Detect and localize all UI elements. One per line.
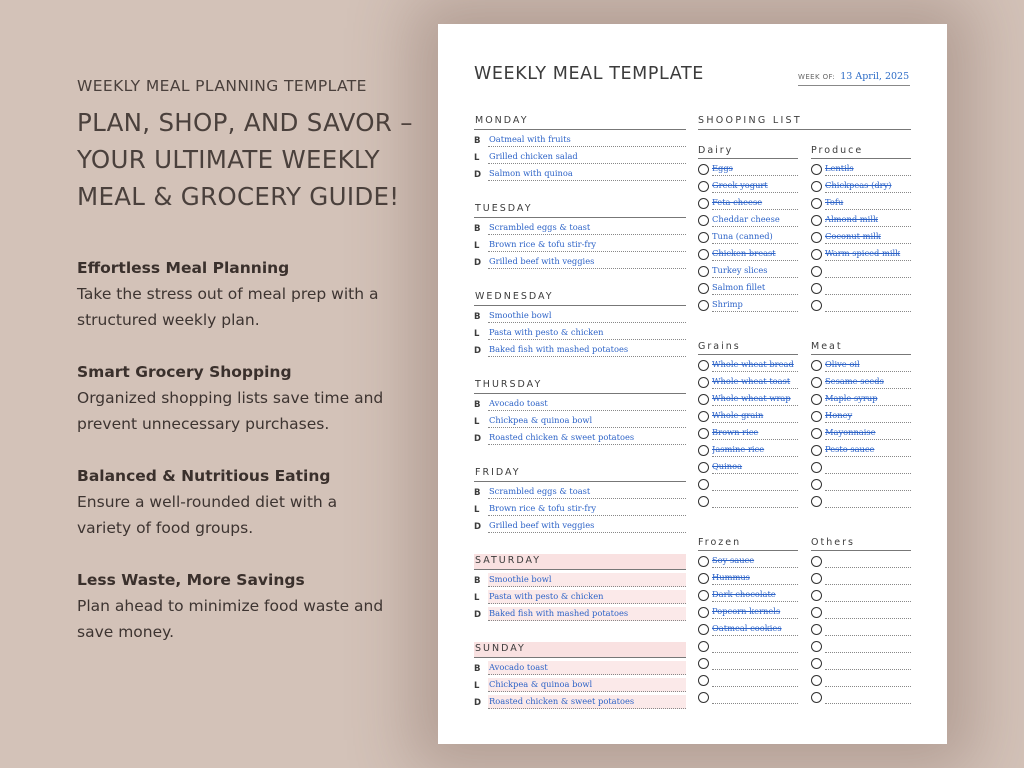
shopping-item — [698, 261, 798, 278]
checkbox-circle-icon[interactable] — [811, 232, 822, 243]
shopping-item-text[interactable] — [712, 656, 798, 670]
template-title: WEEKLY MEAL TEMPLATE — [474, 64, 704, 84]
shopping-item — [698, 653, 798, 670]
checkbox-circle-icon[interactable] — [698, 675, 709, 686]
meal-letter: D — [474, 346, 482, 356]
shopping-item-text[interactable] — [825, 298, 911, 312]
day-wednesday — [474, 290, 686, 378]
checkbox-circle-icon[interactable] — [811, 198, 822, 209]
shopping-item-text[interactable]: Tofu — [825, 196, 911, 210]
checkbox-circle-icon[interactable] — [811, 283, 822, 294]
shopping-item — [811, 244, 911, 261]
shopping-item — [811, 295, 911, 312]
meal-row — [474, 428, 686, 445]
checkbox-circle-icon[interactable] — [698, 624, 709, 635]
checkbox-circle-icon[interactable] — [811, 266, 822, 277]
meal-letter: L — [474, 153, 480, 163]
feature-title: Less Waste, More Savings — [77, 571, 305, 589]
shopping-item — [698, 687, 798, 704]
meal-entry[interactable]: Baked fish with mashed potatoes — [488, 343, 686, 357]
meal-letter: D — [474, 698, 482, 708]
shopping-item — [811, 653, 911, 670]
shopping-item — [811, 227, 911, 244]
checkbox-circle-icon[interactable] — [698, 658, 709, 669]
category-heading: Frozen — [698, 536, 798, 551]
day-heading: THURSDAY — [474, 378, 686, 394]
shopping-item-text[interactable]: Coconut milk — [825, 230, 911, 244]
category-heading: Produce — [811, 144, 911, 159]
checkbox-circle-icon[interactable] — [698, 445, 709, 456]
meal-row — [474, 411, 686, 428]
meal-entry[interactable]: Scrambled eggs & toast — [488, 221, 686, 235]
day-heading: SATURDAY — [474, 554, 686, 570]
shopping-item-text[interactable] — [825, 673, 911, 687]
feature-description-line: Organized shopping lists save time and — [77, 389, 384, 407]
meal-letter: L — [474, 505, 480, 515]
shopping-item — [811, 176, 911, 193]
meal-entry[interactable]: Brown rice & tofu stir-fry — [488, 502, 686, 516]
checkbox-circle-icon[interactable] — [698, 428, 709, 439]
shopping-item-text[interactable]: Jasmine rice — [712, 443, 798, 457]
checkbox-circle-icon[interactable] — [698, 164, 709, 175]
shopping-item-text[interactable]: Whole wheat wrap — [712, 392, 798, 406]
checkbox-circle-icon[interactable] — [811, 462, 822, 473]
shopping-item-text[interactable]: Eggs — [712, 162, 798, 176]
checkbox-circle-icon[interactable] — [811, 181, 822, 192]
week-of-field — [798, 64, 910, 86]
feature-item — [77, 465, 427, 541]
promo-panel — [77, 76, 427, 645]
day-heading: WEDNESDAY — [474, 290, 686, 306]
shopping-item-text[interactable] — [825, 690, 911, 704]
shopping-item — [698, 372, 798, 389]
shopping-item-text[interactable]: Brown rice — [712, 426, 798, 440]
shopping-item-text[interactable] — [825, 494, 911, 508]
shopping-item — [811, 636, 911, 653]
checkbox-circle-icon[interactable] — [698, 411, 709, 422]
checkbox-circle-icon[interactable] — [698, 590, 709, 601]
checkbox-circle-icon[interactable] — [811, 607, 822, 618]
shopping-item-text[interactable] — [825, 571, 911, 585]
checkbox-circle-icon[interactable] — [698, 479, 709, 490]
meal-entry[interactable]: Avocado toast — [488, 661, 686, 675]
checkbox-circle-icon[interactable] — [698, 556, 709, 567]
meal-entry[interactable]: Scrambled eggs & toast — [488, 485, 686, 499]
shopping-item — [698, 636, 798, 653]
checkbox-circle-icon[interactable] — [698, 215, 709, 226]
shopping-item-text[interactable]: Chickpeas (dry) — [825, 179, 911, 193]
shopping-item — [698, 244, 798, 261]
checkbox-circle-icon[interactable] — [811, 164, 822, 175]
meal-letter: B — [474, 136, 481, 146]
shopping-item — [698, 389, 798, 406]
meal-row — [474, 675, 686, 692]
meal-letter: L — [474, 241, 480, 251]
checkbox-circle-icon[interactable] — [811, 641, 822, 652]
meal-row — [474, 692, 686, 709]
feature-description-line: prevent unnecessary purchases. — [77, 415, 330, 433]
meal-row — [474, 130, 686, 147]
meal-row — [474, 147, 686, 164]
shopping-item — [698, 568, 798, 585]
shopping-item — [698, 355, 798, 372]
meal-row — [474, 394, 686, 411]
shopping-item-text[interactable] — [712, 673, 798, 687]
shopping-item-text[interactable] — [712, 494, 798, 508]
checkbox-circle-icon[interactable] — [811, 496, 822, 507]
feature-item — [77, 569, 427, 645]
shopping-item — [811, 585, 911, 602]
feature-title: Effortless Meal Planning — [77, 259, 290, 277]
meal-entry[interactable]: Grilled chicken salad — [488, 150, 686, 164]
feature-item — [77, 361, 427, 437]
shopping-item-text[interactable]: Honey — [825, 409, 911, 423]
checkbox-circle-icon[interactable] — [811, 377, 822, 388]
shopping-item-text[interactable] — [712, 639, 798, 653]
shopping-item — [698, 619, 798, 636]
shopping-item — [811, 278, 911, 295]
day-friday — [474, 466, 686, 554]
feature-description-line: Plan ahead to minimize food waste and — [77, 597, 384, 615]
shopping-item — [811, 210, 911, 227]
feature-description-line: Ensure a well-rounded diet with a — [77, 493, 338, 511]
feature-description — [77, 281, 427, 333]
shopping-item-text[interactable]: Mayonnaise — [825, 426, 911, 440]
day-thursday — [474, 378, 686, 466]
shopping-item — [811, 687, 911, 704]
day-sunday — [474, 642, 686, 730]
shopping-item-text[interactable]: Turkey slices — [712, 264, 798, 278]
meal-letter: B — [474, 664, 481, 674]
checkbox-circle-icon[interactable] — [698, 496, 709, 507]
shopping-item — [698, 491, 798, 508]
category-heading: Meat — [811, 340, 911, 355]
feature-description-line: Take the stress out of meal prep with a — [77, 285, 379, 303]
shopping-item — [811, 423, 911, 440]
day-heading: SUNDAY — [474, 642, 686, 658]
shopping-item-text[interactable]: Greek yogurt — [712, 179, 798, 193]
checkbox-circle-icon[interactable] — [811, 556, 822, 567]
day-tuesday — [474, 202, 686, 290]
meal-row — [474, 218, 686, 235]
shopping-item-text[interactable]: Chicken breast — [712, 247, 798, 261]
shopping-item — [698, 176, 798, 193]
meal-row — [474, 482, 686, 499]
meal-entry[interactable]: Roasted chicken & sweet potatoes — [488, 695, 686, 709]
shopping-item-text[interactable]: Hummus — [712, 571, 798, 585]
shopping-item-text[interactable]: Maple syrup — [825, 392, 911, 406]
meal-letter: D — [474, 434, 482, 444]
meal-entry[interactable]: Salmon with quinoa — [488, 167, 686, 181]
meal-entry[interactable]: Smoothie bowl — [488, 309, 686, 323]
shopping-item-text[interactable]: Feta cheese — [712, 196, 798, 210]
meal-entry[interactable]: Avocado toast — [488, 397, 686, 411]
checkbox-circle-icon[interactable] — [698, 360, 709, 371]
checkbox-circle-icon[interactable] — [811, 445, 822, 456]
meal-entry[interactable]: Baked fish with mashed potatoes — [488, 607, 686, 621]
headline-line: MEAL & GROCERY GUIDE! — [77, 182, 400, 211]
checkbox-circle-icon[interactable] — [698, 462, 709, 473]
shopping-item — [698, 278, 798, 295]
checkbox-circle-icon[interactable] — [698, 300, 709, 311]
feature-description — [77, 385, 427, 437]
shopping-item-text[interactable]: Lentils — [825, 162, 911, 176]
meal-row — [474, 306, 686, 323]
shopping-item — [698, 193, 798, 210]
checkbox-circle-icon[interactable] — [811, 590, 822, 601]
shopping-item-text[interactable]: Popcorn kernels — [712, 605, 798, 619]
shopping-item — [811, 670, 911, 687]
shopping-item-text[interactable] — [825, 588, 911, 602]
meal-letter: B — [474, 488, 481, 498]
checkbox-circle-icon[interactable] — [698, 377, 709, 388]
promo-eyebrow: WEEKLY MEAL PLANNING TEMPLATE — [77, 77, 367, 95]
promo-headline — [77, 104, 427, 215]
shopping-item — [698, 457, 798, 474]
day-saturday — [474, 554, 686, 642]
feature-description — [77, 593, 427, 645]
shopping-item — [698, 585, 798, 602]
shopping-item-text[interactable] — [825, 639, 911, 653]
checkbox-circle-icon[interactable] — [698, 266, 709, 277]
checkbox-circle-icon[interactable] — [811, 215, 822, 226]
checkbox-circle-icon[interactable] — [698, 198, 709, 209]
shopping-item — [811, 440, 911, 457]
shopping-item — [811, 406, 911, 423]
meal-row — [474, 570, 686, 587]
day-monday — [474, 114, 686, 202]
feature-description-line: save money. — [77, 623, 175, 641]
shopping-item — [698, 440, 798, 457]
shopping-item — [811, 457, 911, 474]
checkbox-circle-icon[interactable] — [811, 249, 822, 260]
shopping-item-text[interactable]: Salmon fillet — [712, 281, 798, 295]
checkbox-circle-icon[interactable] — [698, 607, 709, 618]
shopping-categories — [698, 130, 911, 692]
shopping-item — [811, 491, 911, 508]
shopping-item — [811, 619, 911, 636]
meal-entry[interactable]: Grilled beef with veggies — [488, 255, 686, 269]
shopping-item — [698, 406, 798, 423]
meal-letter: B — [474, 224, 481, 234]
checkbox-circle-icon[interactable] — [811, 360, 822, 371]
meal-letter: L — [474, 417, 480, 427]
meal-row — [474, 516, 686, 533]
shopping-item-text[interactable] — [825, 622, 911, 636]
meal-row — [474, 499, 686, 516]
shopping-item — [698, 423, 798, 440]
shopping-item — [698, 159, 798, 176]
shopping-item — [811, 355, 911, 372]
shopping-item — [698, 602, 798, 619]
meal-entry[interactable]: Grilled beef with veggies — [488, 519, 686, 533]
category-frozen — [698, 522, 798, 692]
meal-letter: D — [474, 170, 482, 180]
shopping-item-text[interactable]: Warm spiced milk — [825, 247, 911, 261]
shopping-item-text[interactable]: Oatmeal cookies — [712, 622, 798, 636]
checkbox-circle-icon[interactable] — [698, 692, 709, 703]
meal-row — [474, 604, 686, 621]
meal-row — [474, 658, 686, 675]
category-heading: Grains — [698, 340, 798, 355]
meal-letter: B — [474, 576, 481, 586]
shopping-item-text[interactable] — [825, 605, 911, 619]
checkbox-circle-icon[interactable] — [811, 692, 822, 703]
meal-letter: L — [474, 329, 480, 339]
shopping-item-text[interactable] — [712, 690, 798, 704]
shopping-item-text[interactable]: Soy sauce — [712, 554, 798, 568]
shopping-item-text[interactable] — [825, 460, 911, 474]
feature-list — [77, 257, 427, 645]
shopping-item-text[interactable]: Whole wheat toast — [712, 375, 798, 389]
meal-entry[interactable]: Oatmeal with fruits — [488, 133, 686, 147]
meal-row — [474, 340, 686, 357]
meal-entry[interactable]: Chickpea & quinoa bowl — [488, 678, 686, 692]
day-heading: MONDAY — [474, 114, 686, 130]
shopping-item-text[interactable]: Cheddar cheese — [712, 213, 798, 227]
shopping-item-text[interactable]: Almond milk — [825, 213, 911, 227]
checkbox-circle-icon[interactable] — [811, 658, 822, 669]
day-heading: FRIDAY — [474, 466, 686, 482]
meal-letter: B — [474, 400, 481, 410]
category-heading: Others — [811, 536, 911, 551]
meal-letter: L — [474, 681, 480, 691]
shopping-item-text[interactable]: Tuna (canned) — [712, 230, 798, 244]
checkbox-circle-icon[interactable] — [811, 624, 822, 635]
shopping-list-title: SHOOPING LIST — [698, 114, 911, 130]
meal-template-paper — [438, 24, 947, 744]
shopping-item — [698, 474, 798, 491]
headline-line: YOUR ULTIMATE WEEKLY — [77, 145, 380, 174]
checkbox-circle-icon[interactable] — [698, 394, 709, 405]
shopping-item — [698, 670, 798, 687]
category-dairy — [698, 130, 798, 326]
meal-entry[interactable]: Brown rice & tofu stir-fry — [488, 238, 686, 252]
shopping-item — [811, 474, 911, 491]
meal-row — [474, 164, 686, 181]
shopping-item-text[interactable]: Shrimp — [712, 298, 798, 312]
week-of-label: WEEK OF: — [798, 73, 836, 81]
checkbox-circle-icon[interactable] — [698, 181, 709, 192]
feature-title: Balanced & Nutritious Eating — [77, 467, 331, 485]
meal-letter: D — [474, 610, 482, 620]
checkbox-circle-icon[interactable] — [698, 283, 709, 294]
shopping-item-text[interactable]: Whole wheat bread — [712, 358, 798, 372]
feature-description-line: variety of food groups. — [77, 519, 254, 537]
meal-letter: B — [474, 312, 481, 322]
checkbox-circle-icon[interactable] — [811, 411, 822, 422]
shopping-item-text[interactable] — [825, 656, 911, 670]
meal-row — [474, 323, 686, 340]
shopping-item — [811, 389, 911, 406]
category-meat — [811, 326, 911, 522]
meal-entry[interactable]: Pasta with pesto & chicken — [488, 326, 686, 340]
category-grains — [698, 326, 798, 522]
category-others — [811, 522, 911, 692]
shopping-item — [811, 261, 911, 278]
checkbox-circle-icon[interactable] — [698, 641, 709, 652]
meal-entry[interactable]: Pasta with pesto & chicken — [488, 590, 686, 604]
checkbox-circle-icon[interactable] — [811, 428, 822, 439]
headline-line: PLAN, SHOP, AND SAVOR – — [77, 108, 413, 137]
shopping-item — [698, 295, 798, 312]
shopping-item — [811, 551, 911, 568]
checkbox-circle-icon[interactable] — [811, 573, 822, 584]
shopping-item — [698, 227, 798, 244]
shopping-item-text[interactable]: Dark chocolate — [712, 588, 798, 602]
category-heading: Dairy — [698, 144, 798, 159]
meal-row — [474, 587, 686, 604]
shopping-item-text[interactable] — [825, 554, 911, 568]
week-of-value: 13 April, 2025 — [840, 71, 910, 82]
feature-description — [77, 489, 427, 541]
checkbox-circle-icon[interactable] — [811, 479, 822, 490]
shopping-item-text[interactable]: Pesto sauce — [825, 443, 911, 457]
checkbox-circle-icon[interactable] — [698, 249, 709, 260]
shopping-item — [811, 602, 911, 619]
meal-row — [474, 252, 686, 269]
meals-column — [474, 114, 686, 730]
meal-entry[interactable]: Smoothie bowl — [488, 573, 686, 587]
checkbox-circle-icon[interactable] — [698, 573, 709, 584]
meal-letter: D — [474, 522, 482, 532]
shopping-item — [811, 159, 911, 176]
shopping-item-text[interactable] — [712, 477, 798, 491]
meal-row — [474, 235, 686, 252]
shopping-item — [811, 193, 911, 210]
shopping-item-text[interactable]: Olive oil — [825, 358, 911, 372]
shopping-item-text[interactable] — [825, 477, 911, 491]
meal-letter: D — [474, 258, 482, 268]
meal-entry[interactable]: Chickpea & quinoa bowl — [488, 414, 686, 428]
shopping-item-text[interactable]: Sesame seeds — [825, 375, 911, 389]
shopping-item — [698, 551, 798, 568]
checkbox-circle-icon[interactable] — [811, 300, 822, 311]
checkbox-circle-icon[interactable] — [811, 394, 822, 405]
shopping-item-text[interactable]: Quinoa — [712, 460, 798, 474]
shopping-item-text[interactable]: Whole grain — [712, 409, 798, 423]
day-heading: TUESDAY — [474, 202, 686, 218]
feature-item — [77, 257, 427, 333]
shopping-item — [811, 372, 911, 389]
feature-description-line: structured weekly plan. — [77, 311, 260, 329]
meal-entry[interactable]: Roasted chicken & sweet potatoes — [488, 431, 686, 445]
shopping-item-text[interactable] — [825, 281, 911, 295]
checkbox-circle-icon[interactable] — [811, 675, 822, 686]
feature-title: Smart Grocery Shopping — [77, 363, 292, 381]
shopping-item — [811, 568, 911, 585]
shopping-list — [698, 114, 911, 692]
meal-letter: L — [474, 593, 480, 603]
shopping-item — [698, 210, 798, 227]
checkbox-circle-icon[interactable] — [698, 232, 709, 243]
shopping-item-text[interactable] — [825, 264, 911, 278]
category-produce — [811, 130, 911, 326]
